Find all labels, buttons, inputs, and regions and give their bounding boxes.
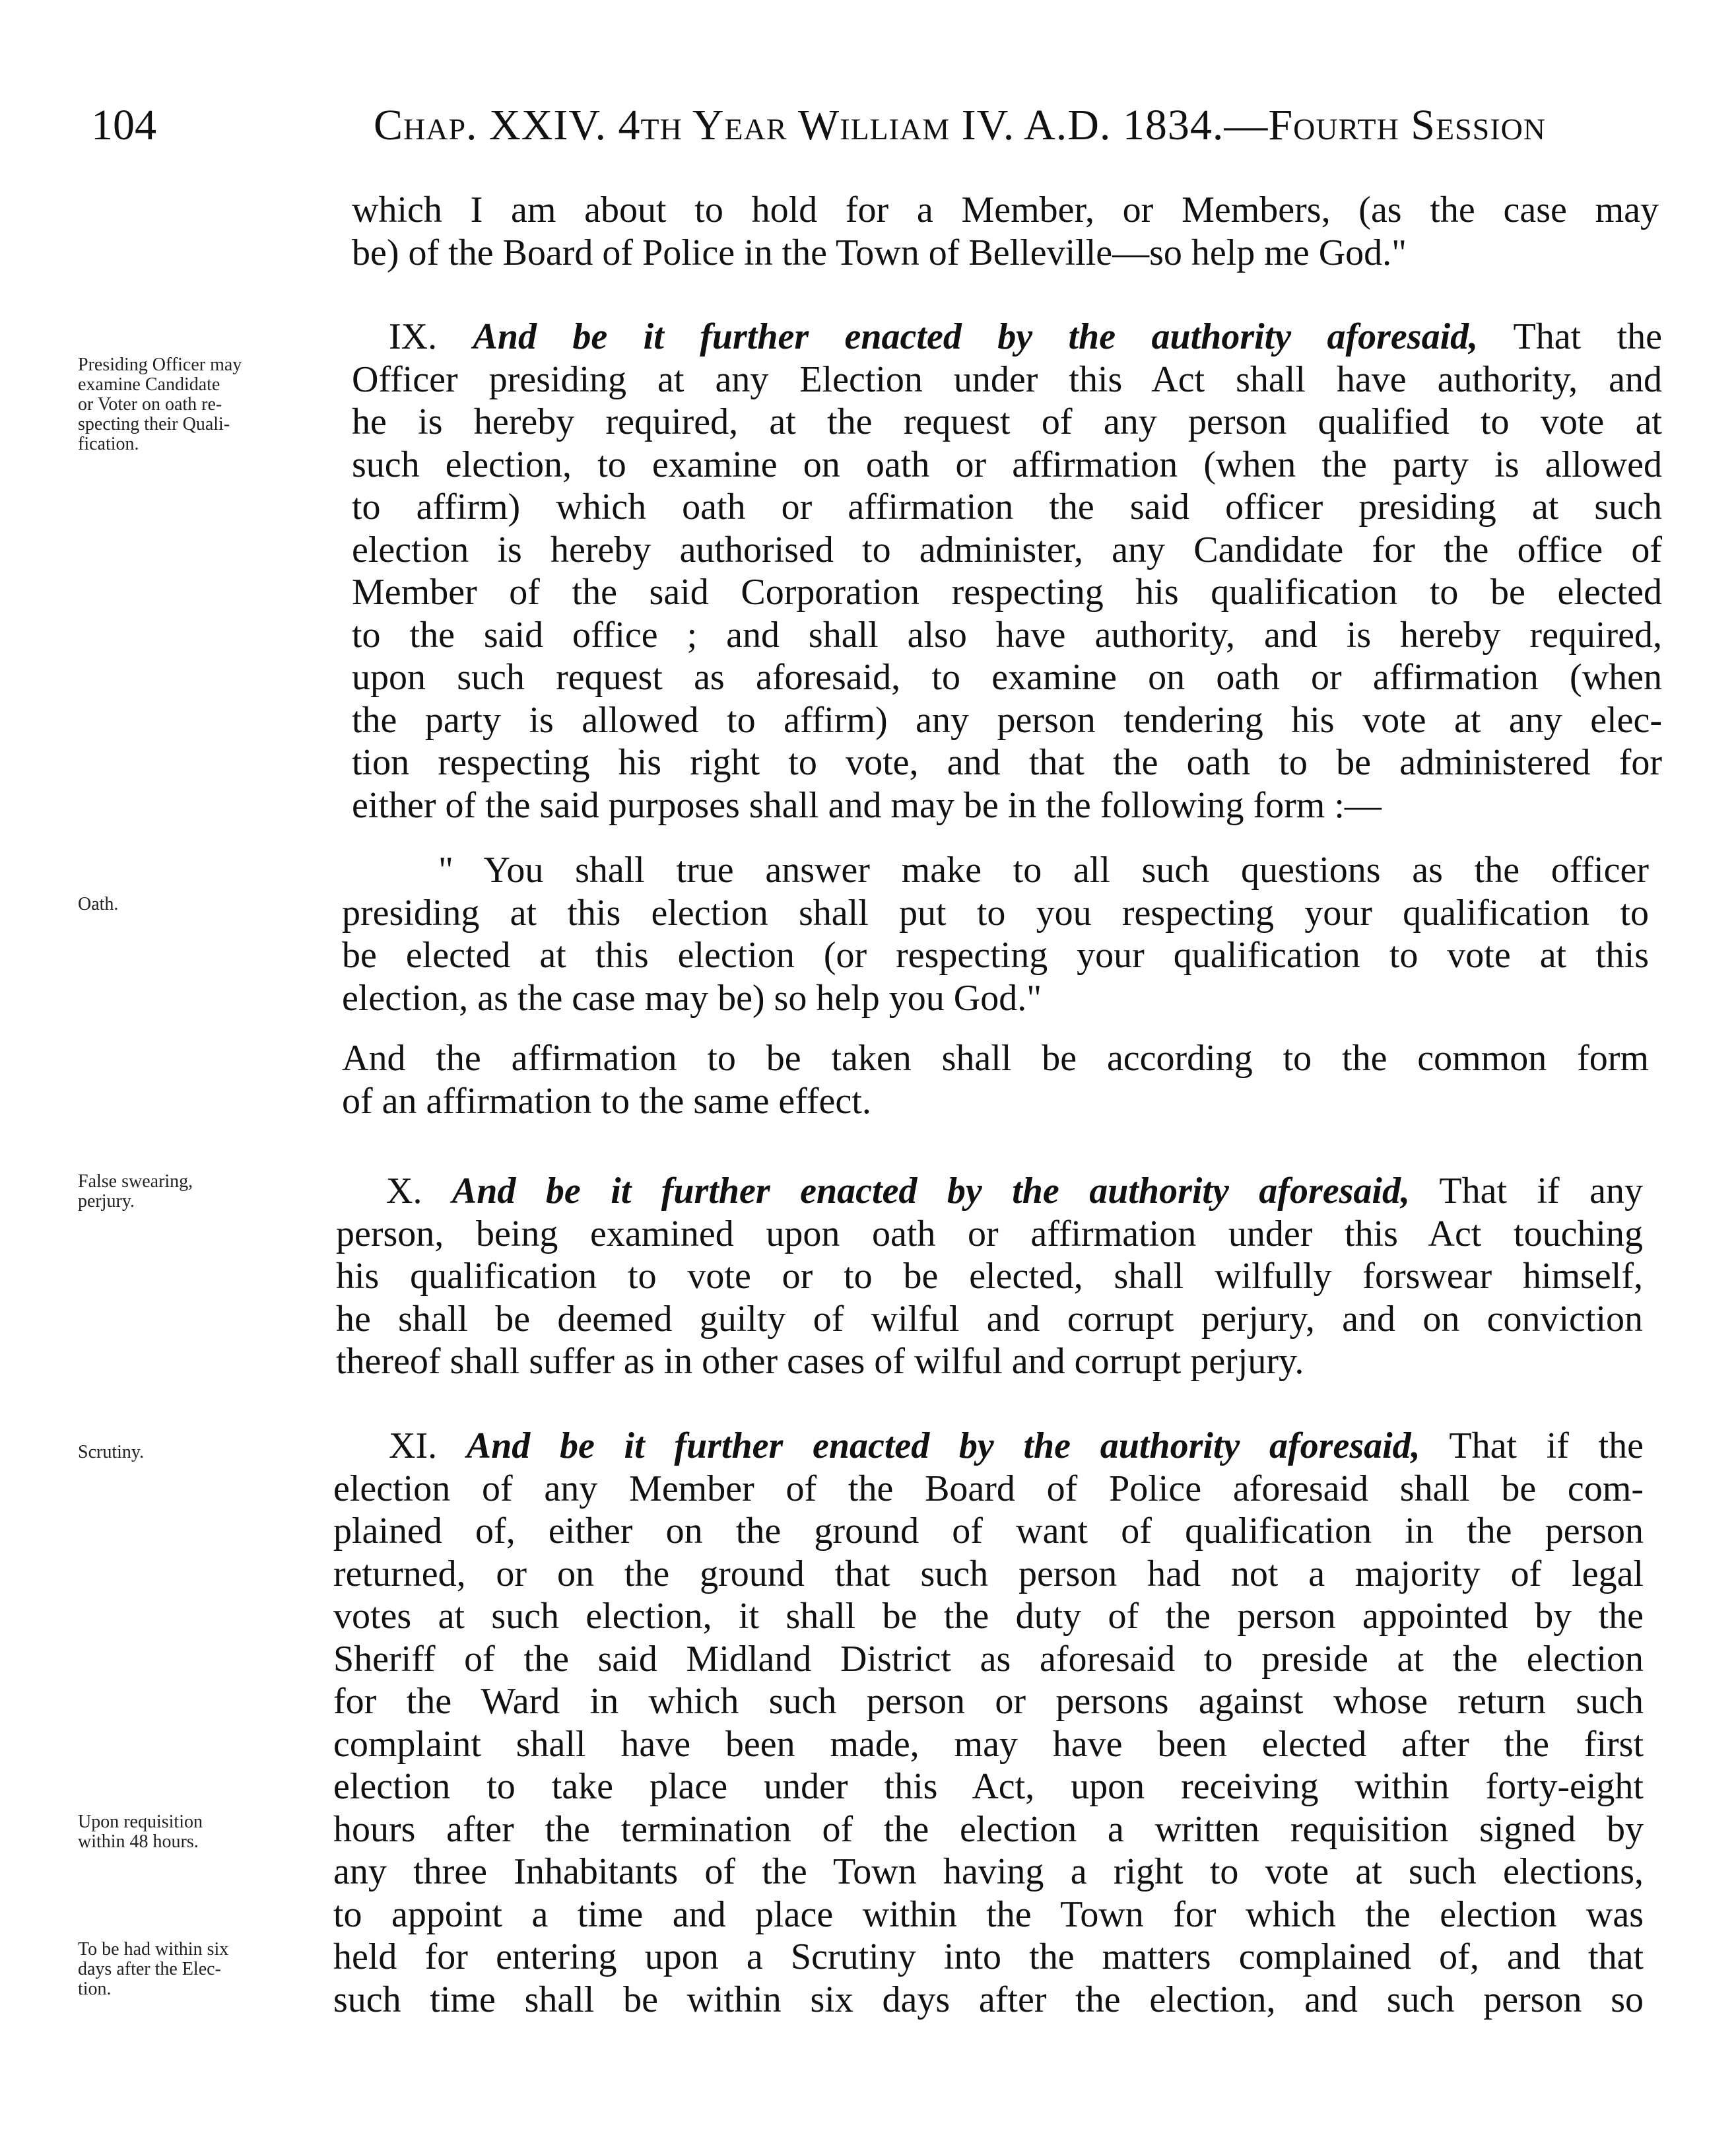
enacting-clause: And be it further enacted by the authority aforesaid, — [451, 1171, 1410, 1211]
text-line: any three Inhabitants of the Town having a right to vote at such elections, — [333, 1851, 1644, 1892]
margin-note-line: Oath. — [78, 894, 119, 914]
text-line: votes at such election, it shall be the duty of the person appointed by the — [333, 1596, 1644, 1637]
margin-note-line: days after the Elec- — [78, 1959, 221, 1979]
text-line: election is hereby authorised to administer, any Candidate for the office of — [352, 529, 1662, 570]
enacting-clause: And be it further enacted by the authority aforesaid, — [466, 1425, 1420, 1466]
margin-note-line: within 48 hours. — [78, 1831, 199, 1852]
text-line: thereof shall suffer as in other cases of wilful and corrupt perjury. — [336, 1341, 1304, 1382]
oath-text — [342, 849, 1649, 1019]
section-xi — [333, 1425, 1644, 2021]
margin-note-line: Presiding Officer may — [78, 355, 242, 375]
section-x-first-line — [336, 1170, 1643, 1213]
text-line: which I am about to hold for a Member, or Members, (as the case may — [352, 189, 1659, 230]
text-line: election to take place under this Act, upon receiving within forty-eight — [333, 1766, 1644, 1807]
text-line: plained of, either on the ground of want of qualification in the person — [333, 1511, 1644, 1551]
text-line: Sheriff of the said Midland District as aforesaid to preside at the election — [333, 1638, 1644, 1680]
section-x — [336, 1170, 1643, 1383]
margin-note-line: tion. — [78, 1979, 112, 1999]
margin-note-scrutiny — [78, 1443, 329, 1462]
text-line: for the Ward in which such person or persons against whose return such — [333, 1681, 1644, 1722]
margin-note-line: perjury. — [78, 1191, 135, 1211]
text-line: hours after the termination of the election a written requisition signed by — [333, 1808, 1644, 1850]
text-line: such time shall be within six days after the election, and such person so — [333, 1979, 1644, 2020]
oath-continuation — [352, 189, 1659, 274]
margin-note-line: Upon requisition — [78, 1812, 203, 1832]
enacting-clause: And be it further enacted by the authority aforesaid, — [473, 316, 1479, 357]
section-number: IX. — [389, 316, 438, 357]
text-fragment: That if any — [1439, 1171, 1643, 1211]
margin-note-line: To be had within six — [78, 1939, 229, 1960]
margin-note-requisition — [78, 1812, 329, 1852]
text-line: to the said office ; and shall also have authority, and is hereby required, — [352, 614, 1662, 656]
page-header — [91, 92, 1655, 158]
text-line: his qualification to vote or to be elected, shall wilfully forswear himself, — [336, 1256, 1643, 1297]
text-line: presiding at this election shall put to you respecting your qualification to — [342, 892, 1649, 934]
margin-note-line: fication. — [78, 434, 139, 454]
margin-note-six-days — [78, 1940, 329, 1999]
text-line: be) of the Board of Police in the Town of Belleville—so help me God." — [352, 232, 1407, 273]
text-fragment: That if the — [1449, 1425, 1644, 1466]
text-line: Officer presiding at any Election under this Act shall have authority, and — [352, 358, 1662, 400]
text-line: And the affirmation to be taken shall be according to the common form — [342, 1038, 1649, 1079]
text-line: returned, or on the ground that such person had not a majority of legal — [333, 1553, 1644, 1594]
text-line: person, being examined upon oath or affirmation under this Act touching — [336, 1213, 1643, 1254]
page-number: 104 — [91, 101, 156, 149]
section-xi-first-line — [333, 1425, 1644, 1468]
text-line: such election, to examine on oath or affirmation (when the party is allowed — [352, 444, 1662, 485]
margin-note-line: or Voter on oath re- — [78, 394, 222, 415]
margin-note-line: examine Candidate — [78, 374, 220, 395]
text-line: election of any Member of the Board of Police aforesaid shall be com- — [333, 1468, 1644, 1509]
text-line: of an affirmation to the same effect. — [342, 1080, 871, 1122]
margin-note-presiding-officer — [78, 355, 329, 454]
margin-note-oath — [78, 895, 329, 914]
margin-note-line: specting their Quali- — [78, 414, 230, 434]
margin-note-false-swearing — [78, 1172, 329, 1211]
text-line: to affirm) which oath or affirmation the said officer presiding at such — [352, 487, 1662, 528]
text-line: election, as the case may be) so help you God." — [342, 977, 1042, 1019]
text-line: upon such request as aforesaid, to examine on oath or affirmation (when — [352, 657, 1662, 698]
text-line: " You shall true answer make to all such questions as the officer — [438, 850, 1649, 891]
section-number: XI. — [389, 1425, 438, 1466]
margin-note-line: False swearing, — [78, 1171, 193, 1192]
text-line: either of the said purposes shall and may be in the following form :— — [352, 784, 1382, 826]
text-line: complaint shall have been made, may have been elected after the first — [333, 1723, 1644, 1765]
text-line: held for entering upon a Scrutiny into the matters complained of, and that — [333, 1936, 1644, 1977]
text-line: Member of the said Corporation respecting his qualification to be elected — [352, 572, 1662, 613]
text-fragment: That the — [1513, 316, 1662, 357]
text-line: he shall be deemed guilty of wilful and corrupt perjury, and on conviction — [336, 1298, 1643, 1340]
text-line: the party is allowed to affirm) any person tendering his vote at any elec- — [352, 699, 1662, 741]
section-number: X. — [386, 1171, 422, 1211]
running-head: Chap. XXIV. 4th Year William IV. A.D. 1834.—Fourth Session — [374, 101, 1547, 149]
section-ix — [352, 316, 1662, 827]
text-line: he is hereby required, at the request of any person qualified to vote at — [352, 401, 1662, 442]
affirmation-text — [342, 1037, 1649, 1122]
text-line: be elected at this election (or respecting your qualification to vote at this — [342, 935, 1649, 976]
section-ix-first-line — [352, 316, 1662, 358]
text-line: to appoint a time and place within the Town for which the election was — [333, 1893, 1644, 1935]
margin-note-line: Scrutiny. — [78, 1442, 145, 1462]
text-line: tion respecting his right to vote, and that the oath to be administered for — [352, 742, 1662, 783]
